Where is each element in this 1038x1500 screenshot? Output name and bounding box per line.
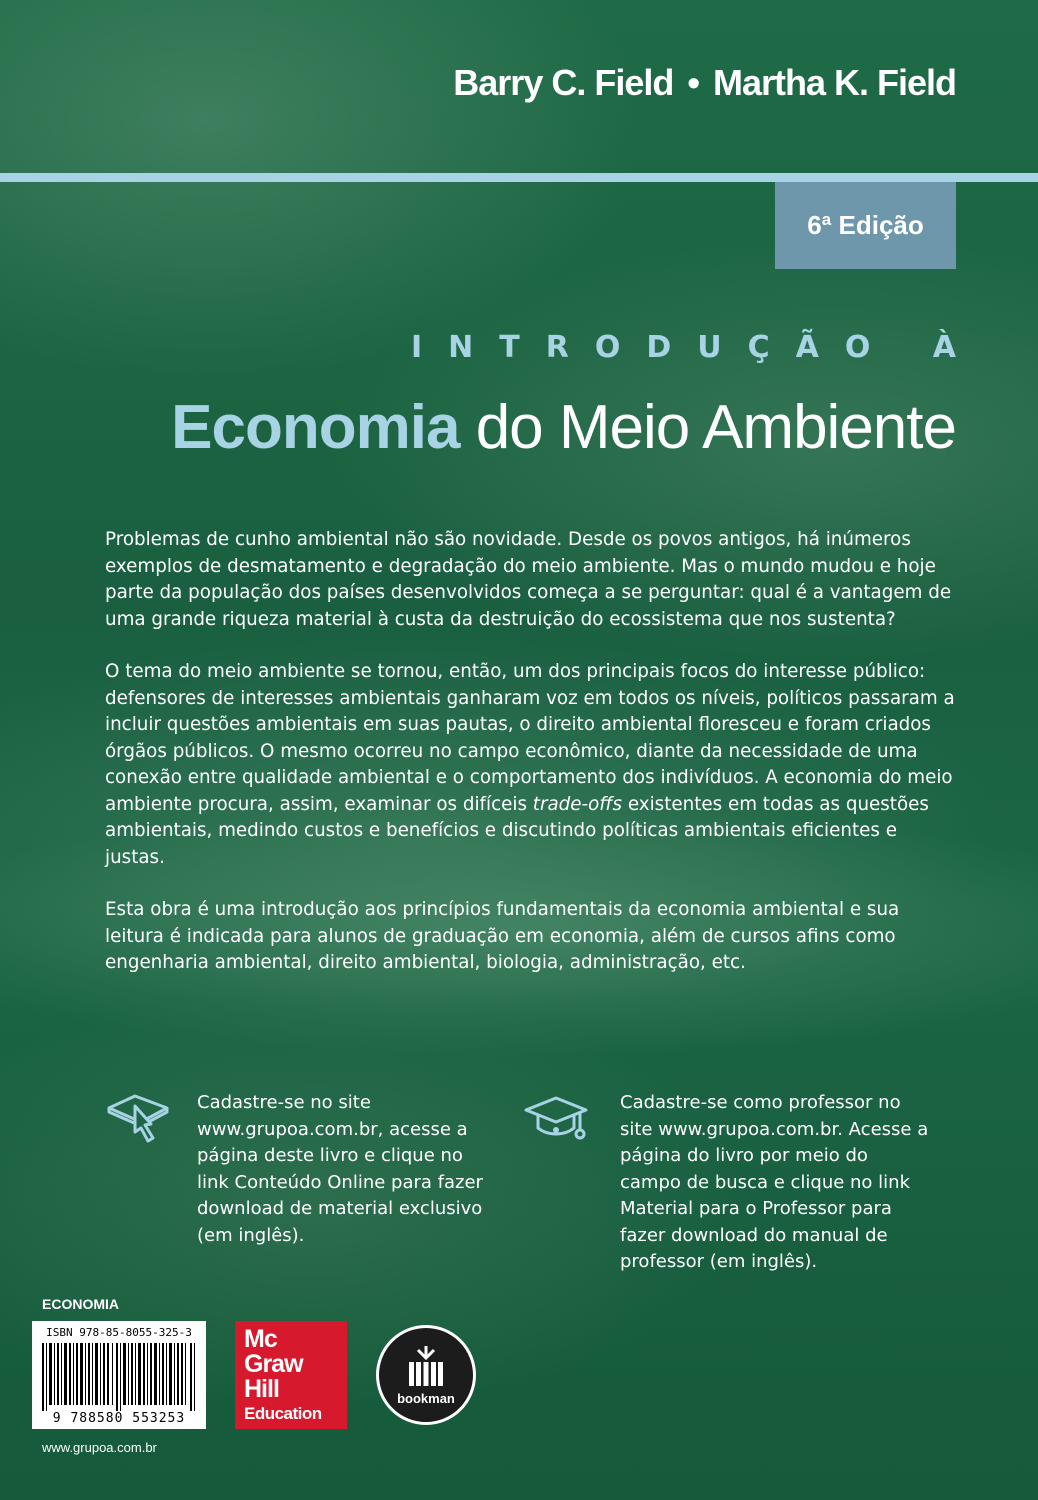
title-intro: INTRODUÇÃO À — [411, 330, 982, 365]
bookman-label: bookman — [397, 1391, 455, 1406]
computer-cursor-icon — [105, 1090, 175, 1150]
online-content-text: Cadastre-se no site www.grupoa.com.br, acesse a página deste livro e clique no link Conteúdo Online para fazer download de material exclusivo (em inglês). — [197, 1092, 483, 1246]
paragraph-2: O tema do meio ambiente se tornou, então, um dos principais focos do interesse público: defensores de interesses ambientais ganharam voz em todos os níveis, políticos passaram a incluir questões ambientais em suas pautas, o direito ambiental floresceu e foram criados órgãos públicos. O mesmo ocorreu no campo econômico, diante da necessidade de uma conexão entre qualidade ambiental e o comportamento dos indivíduos. A economia do meio ambiente procura, assim, examinar os difíceis trade-offs existentes em todas as questões ambientais, medindo custos e benefícios e discutindo políticas ambientais eficientes e justas. — [105, 661, 955, 868]
edition-badge — [775, 182, 956, 269]
title-rest: do Meio Ambiente — [459, 393, 956, 462]
edition-label: 6ª Edição — [807, 210, 924, 240]
title-highlight: Economia — [171, 393, 460, 462]
isbn-barcode — [32, 1321, 206, 1429]
book-stack-icon — [403, 1344, 449, 1388]
accent-stripe — [0, 173, 1038, 182]
emphasis-trade-offs: trade-offs — [532, 793, 623, 815]
barcode-number: 9 788580 553253 — [52, 1411, 186, 1426]
online-content-info — [105, 1090, 505, 1249]
authors — [453, 62, 956, 104]
paragraph-1: Problemas de cunho ambiental não são novidade. Desde os povos antigos, há inúmeros exemplos de desmatamento e degradação do meio ambiente. Mas o mundo mudou e hoje parte da população dos países desenvolvidos começa a se perguntar: qual é a vantagem de uma grande riqueza material à custa da destruição do ecossistema que nos sustenta? — [105, 529, 952, 630]
graduation-cap-icon — [522, 1090, 592, 1150]
professor-material-info — [522, 1090, 942, 1276]
mcgraw-hill-logo: Mc Graw Hill Education — [235, 1321, 347, 1429]
barcode-bars — [42, 1343, 196, 1411]
author-2: Martha K. Field — [712, 62, 956, 103]
author-separator: • — [687, 62, 699, 103]
isbn-text: ISBN 978-85-8055-325-3 — [46, 1326, 192, 1339]
website-url: www.grupoa.com.br — [42, 1440, 157, 1455]
category-label: ECONOMIA — [42, 1296, 119, 1312]
author-1: Barry C. Field — [453, 62, 674, 103]
professor-material-text: Cadastre-se como professor no site www.grupoa.com.br. Acesse a página do livro por meio do campo de busca e clique no link Material para o Professor para fazer download do manual de professor (em inglês). — [620, 1092, 929, 1272]
book-title — [171, 392, 956, 463]
paragraph-3: Esta obra é uma introdução aos princípios fundamentais da economia ambiental e sua leitura é indicada para alunos de graduação em economia, além de cursos afins como engenharia ambiental, direito ambiental, biologia, administração, etc. — [105, 899, 900, 973]
description — [105, 527, 955, 1003]
bookman-logo — [376, 1325, 476, 1425]
